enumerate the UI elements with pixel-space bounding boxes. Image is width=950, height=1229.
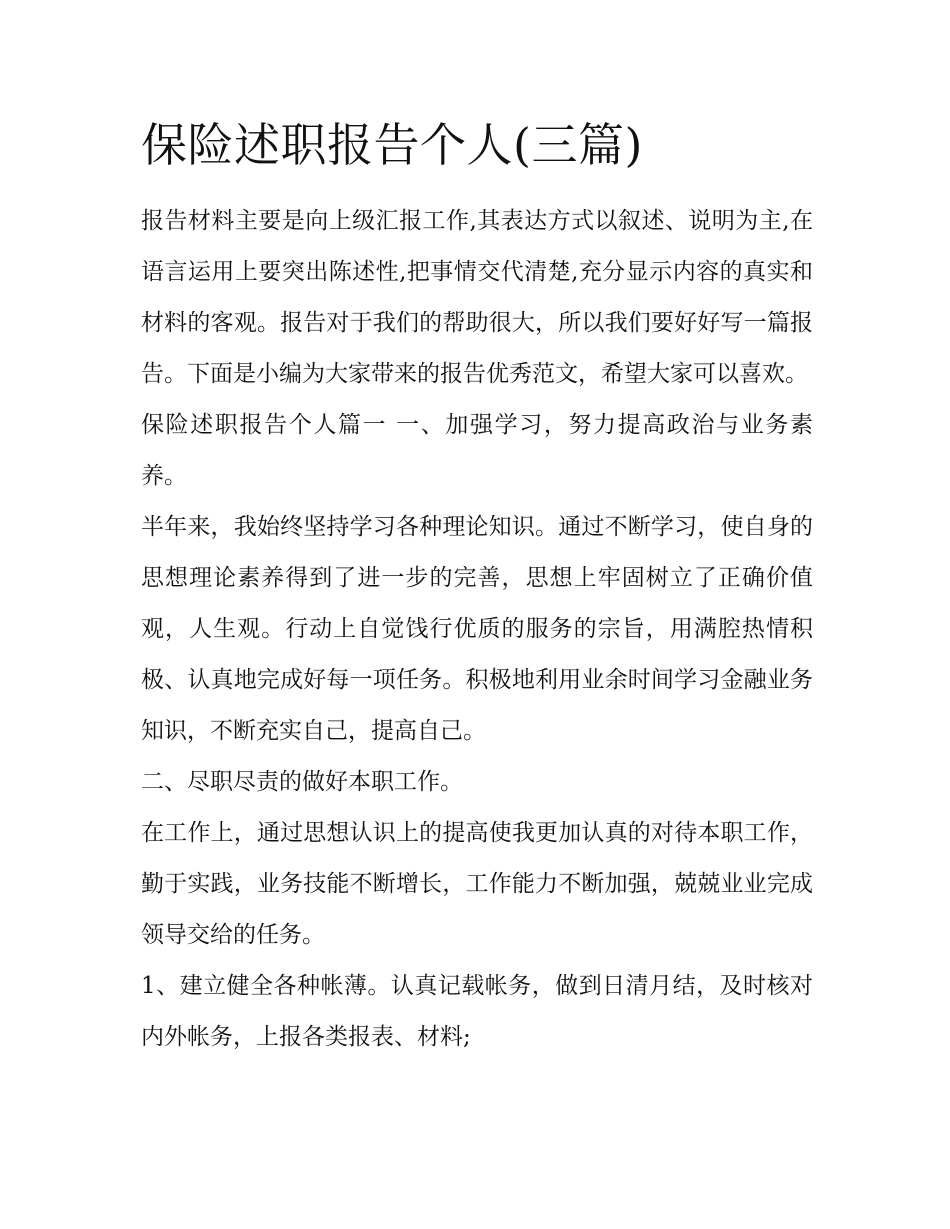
document-title: 保险述职报告个人(三篇) <box>141 118 643 172</box>
paragraph-study: 半年来，我始终坚持学习各种理论知识。通过不断学习，使自身的思想理论素养得到了进一步的完善，思想上牢固树立了正确价值观，人生观。行动上自觉饯行优质的服务的宗旨，用满腔热情积极、认真地完成好每一项任务。积极地利用业余时间学习金融业务知识，不断充实自己，提高自己。 <box>141 514 813 744</box>
paragraph-section-two-heading: 二、尽职尽责的做好本职工作。 <box>141 769 463 795</box>
paragraph-item-one: 1、建立健全各种帐薄。认真记载帐务，做到日清月结，及时核对内外帐务，上报各类报表、材料; <box>141 973 813 1050</box>
document-body <box>141 112 813 1063</box>
paragraph-intro: 报告材料主要是向上级汇报工作,其表达方式以叙述、说明为主,在语言运用上要突出陈述性,把事情交代清楚,充分显示内容的真实和材料的客观。报告对于我们的帮助很大，所以我们要好好写一篇报告。下面是小编为大家带来的报告优秀范文，希望大家可以喜欢。 <box>141 208 813 387</box>
paragraph-work: 在工作上，通过思想认识上的提高使我更加认真的对待本职工作，勤于实践，业务技能不断增长，工作能力不断加强，兢兢业业完成领导交给的任务。 <box>141 820 813 948</box>
paragraph-section-one-heading: 保险述职报告个人篇一 一、加强学习，努力提高政治与业务素养。 <box>141 412 813 489</box>
